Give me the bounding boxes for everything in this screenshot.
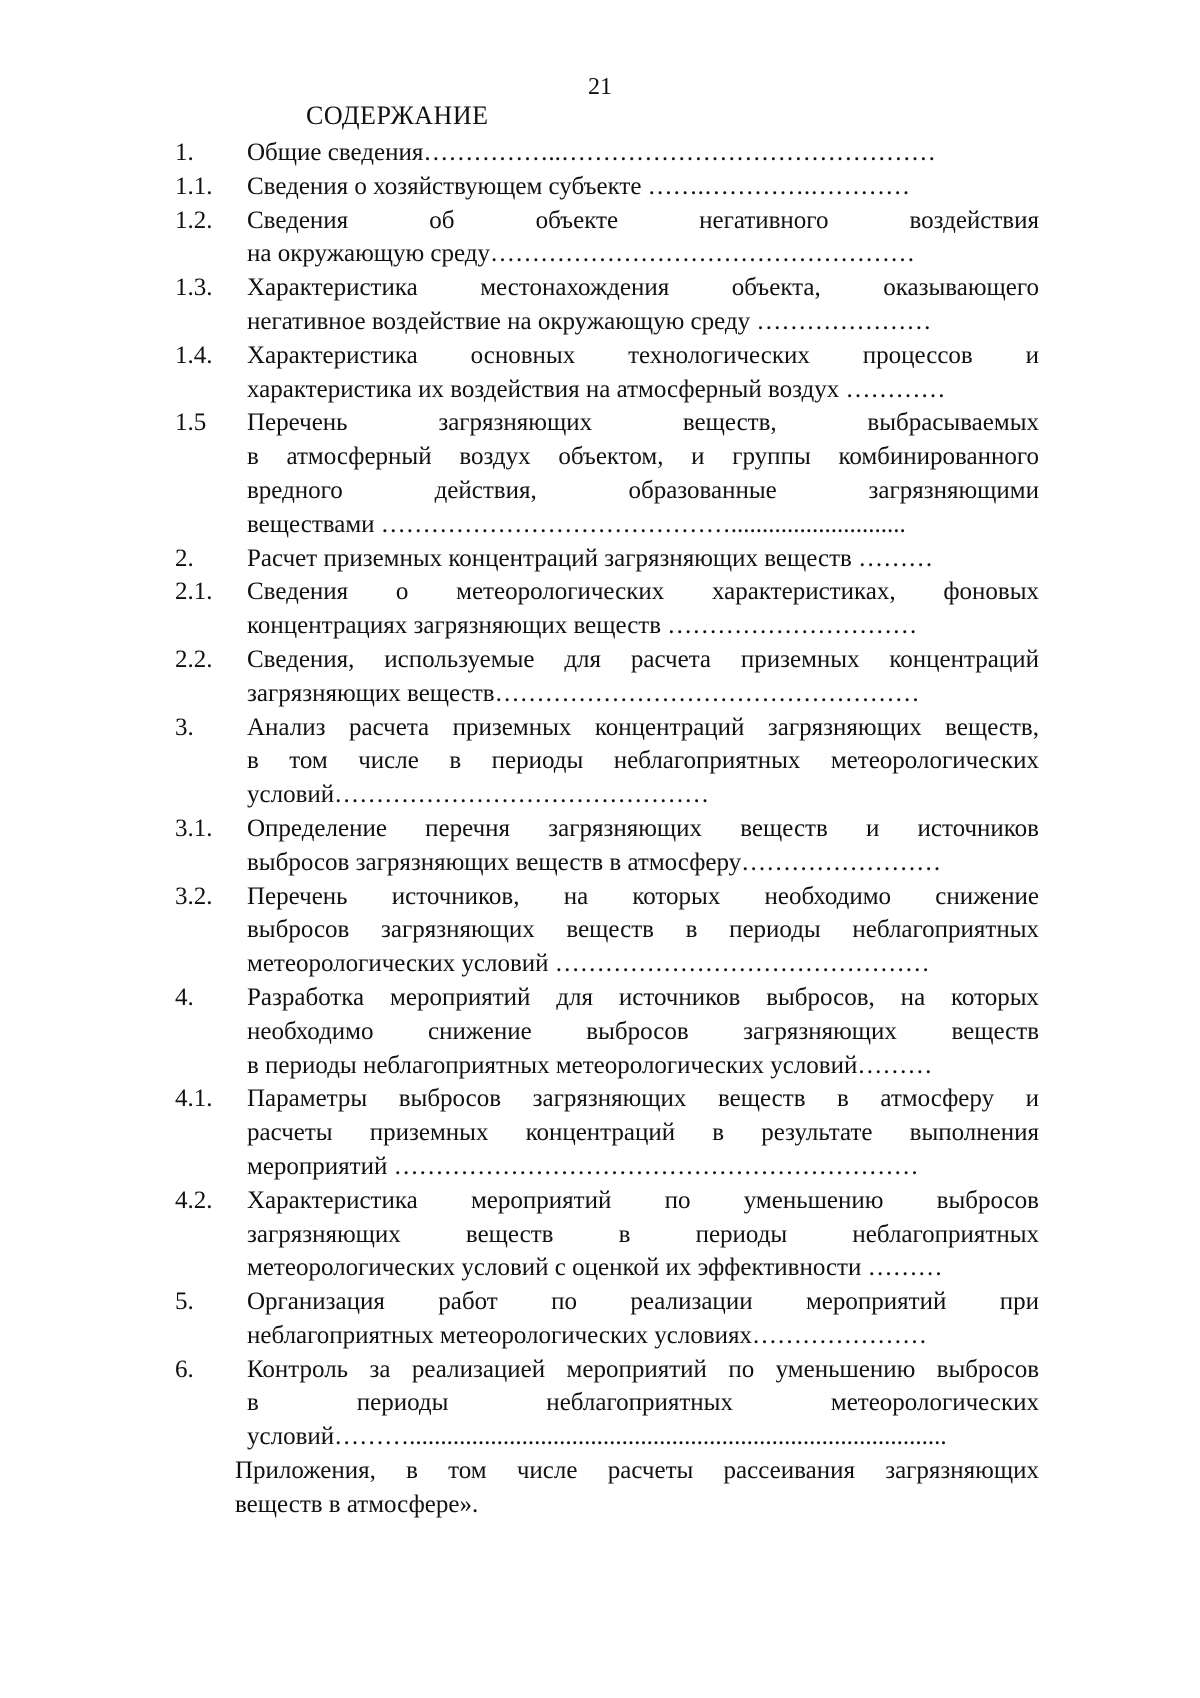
toc-entry <box>0 1184 1200 1285</box>
toc-entry <box>0 981 1200 1082</box>
toc-entry-line: Характеристика основных технологических процессов и <box>247 341 1039 369</box>
toc-entry-number: 2.2. <box>175 645 213 673</box>
toc-entry-line: Организация работ по реализации мероприятий при <box>247 1288 1039 1316</box>
toc-entry-line: загрязняющих веществ в периоды неблагоприятных <box>247 1220 1039 1248</box>
toc-entry-number: 1.3. <box>175 274 213 302</box>
toc-entry-line: необходимо снижение выбросов загрязняющих веществ <box>247 1017 1039 1045</box>
table-of-contents <box>0 136 1200 1522</box>
toc-entry-number: 4.1. <box>175 1085 213 1113</box>
toc-entry-line: метеорологических условий ……………………………………… <box>247 950 930 978</box>
toc-entry-title <box>247 1082 1039 1183</box>
toc-entry-title <box>247 643 1039 711</box>
appendix-line: Приложения, в том числе расчеты рассеивания загрязняющих <box>235 1457 1039 1485</box>
toc-entry-line: в том числе в периоды неблагоприятных метеорологических <box>247 747 1039 775</box>
toc-entry-line: Контроль за реализацией мероприятий по уменьшению выбросов <box>247 1355 1039 1383</box>
toc-entry-title <box>247 204 1039 272</box>
toc-entry-title <box>247 136 1039 170</box>
toc-entry-line: в атмосферный воздух объектом, и группы комбинированного <box>247 443 1039 471</box>
toc-entry-line: Сведения о хозяйствующем субъекте …….………….………… <box>247 172 911 200</box>
toc-entry-line: Сведения об объекте негативного воздействия <box>247 206 1039 234</box>
toc-entry-line: концентрациях загрязняющих веществ ………………………… <box>247 612 918 640</box>
toc-entry-line: условий……………………………………… <box>247 781 710 809</box>
toc-entry-title <box>247 406 1039 541</box>
appendix-line: веществ в атмосфере». <box>235 1490 479 1518</box>
toc-entry-line: Параметры выбросов загрязняющих веществ в атмосферу и <box>247 1085 1039 1113</box>
toc-entry-title <box>247 542 1039 576</box>
toc-entry-line: Характеристика мероприятий по уменьшению выбросов <box>247 1186 1039 1214</box>
toc-entry-number: 4. <box>175 983 194 1011</box>
toc-entry-number: 1.1. <box>175 172 213 200</box>
toc-entry-line: Сведения, используемые для расчета приземных концентраций <box>247 645 1039 673</box>
toc-entry-line: Перечень загрязняющих веществ, выбрасываемых <box>247 409 1039 437</box>
toc-entry-line: Разработка мероприятий для источников выбросов, на которых <box>247 983 1039 1011</box>
toc-entry-line: веществами ……………………………………............................ <box>247 510 906 538</box>
toc-entry-line: характеристика их воздействия на атмосферный воздух ………… <box>247 375 946 403</box>
toc-entry <box>0 880 1200 981</box>
toc-entry-line: Общие сведения……………..……………………………………… <box>247 139 936 166</box>
toc-entry-line: расчеты приземных концентраций в результате выполнения <box>247 1119 1039 1147</box>
toc-entry-title <box>247 880 1039 981</box>
toc-entry-number: 2.1. <box>175 578 213 606</box>
toc-entry <box>0 339 1200 407</box>
toc-entry-line: Сведения о метеорологических характеристиках, фоновых <box>247 578 1039 606</box>
toc-entry-line: выбросов загрязняющих веществ в атмосферу…………………… <box>247 848 942 876</box>
page-title: СОДЕРЖАНИЕ <box>306 101 489 130</box>
toc-entry-line: в периоды неблагоприятных метеорологических <box>247 1389 1039 1417</box>
toc-entry-line: Расчет приземных концентраций загрязняющих веществ ……… <box>247 544 934 572</box>
toc-entry-title <box>247 981 1039 1082</box>
toc-entry <box>0 1082 1200 1183</box>
toc-entry <box>0 271 1200 339</box>
toc-entry <box>0 1353 1200 1454</box>
toc-entry <box>0 575 1200 643</box>
toc-entry-line: негативное воздействие на окружающую среду ………………… <box>247 307 932 335</box>
toc-entry <box>0 204 1200 272</box>
toc-entry <box>0 136 1200 170</box>
toc-entry-number: 4.2. <box>175 1186 213 1214</box>
toc-entry-number: 1.2. <box>175 206 213 234</box>
toc-entry-number: 6. <box>175 1355 194 1383</box>
toc-entry-title <box>247 711 1039 812</box>
toc-entry-line: мероприятий ……………………………………………………… <box>247 1152 919 1180</box>
toc-entry-title <box>247 1353 1039 1454</box>
toc-entry-line: в периоды неблагоприятных метеорологических условий……… <box>247 1051 933 1079</box>
toc-entry-line: метеорологических условий с оценкой их эффективности ……… <box>247 1254 943 1282</box>
toc-entry <box>0 643 1200 711</box>
toc-entry-line: вредного действия, образованные загрязняющими <box>247 476 1039 504</box>
toc-entry-title <box>247 1184 1039 1285</box>
toc-entry-title <box>247 812 1039 880</box>
toc-entry-number: 1. <box>175 139 194 166</box>
toc-entry <box>0 1285 1200 1353</box>
toc-entry-line: Характеристика местонахождения объекта, оказывающего <box>247 274 1039 302</box>
toc-entry <box>0 406 1200 541</box>
toc-entry-title <box>247 271 1039 339</box>
toc-entry-number: 2. <box>175 544 194 572</box>
toc-entry-number: 1.5 <box>175 409 207 437</box>
appendix-paragraph <box>235 1454 1039 1522</box>
page-number: 21 <box>588 74 612 100</box>
toc-entry-line: Перечень источников, на которых необходимо снижение <box>247 882 1039 910</box>
toc-entry-number: 5. <box>175 1288 194 1316</box>
toc-entry-number: 3.1. <box>175 814 213 842</box>
toc-entry-title <box>247 339 1039 407</box>
toc-entry-line: неблагоприятных метеорологических условиях………………… <box>247 1321 928 1349</box>
toc-entry <box>0 812 1200 880</box>
toc-entry-number: 3. <box>175 713 194 741</box>
toc-entry-number: 3.2. <box>175 882 213 910</box>
toc-entry <box>0 711 1200 812</box>
toc-entry-title <box>247 170 1039 204</box>
toc-entry-line: загрязняющих веществ…………………………………………… <box>247 679 920 707</box>
toc-entry <box>0 170 1200 204</box>
toc-entry-line: Анализ расчета приземных концентраций загрязняющих веществ, <box>247 713 1039 741</box>
toc-entry-line: выбросов загрязняющих веществ в периоды неблагоприятных <box>247 916 1039 944</box>
toc-entry-line: условий………...................................................................................... <box>247 1423 947 1451</box>
toc-entry <box>0 542 1200 576</box>
toc-entry-line: Определение перечня загрязняющих веществ и источников <box>247 814 1039 842</box>
toc-entry-line: на окружающую среду…………………………………………… <box>247 240 916 268</box>
toc-entry-title <box>247 575 1039 643</box>
toc-entry-title <box>247 1285 1039 1353</box>
toc-entry-number: 1.4. <box>175 341 213 369</box>
